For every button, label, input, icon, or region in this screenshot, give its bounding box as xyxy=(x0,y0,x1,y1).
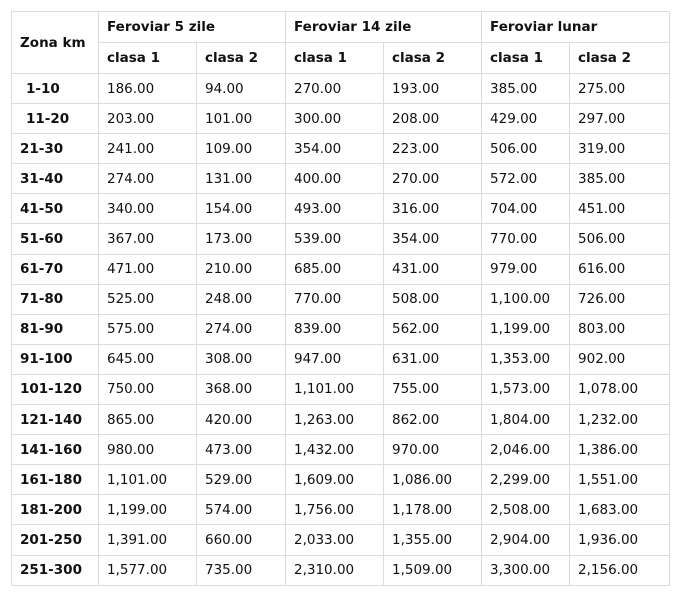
zone-cell: 61-70 xyxy=(12,254,99,284)
table-row xyxy=(12,74,670,104)
price-cell: 275.00 xyxy=(570,74,670,104)
price-cell: 1,101.00 xyxy=(99,465,197,495)
group-header-14-days: Feroviar 14 zile xyxy=(286,12,482,43)
price-cell: 270.00 xyxy=(286,74,384,104)
price-cell: 1,199.00 xyxy=(482,314,570,344)
zone-cell: 1-10 xyxy=(12,74,99,104)
price-cell: 979.00 xyxy=(482,254,570,284)
zone-cell: 21-30 xyxy=(12,134,99,164)
fare-table xyxy=(11,11,670,586)
price-cell: 340.00 xyxy=(99,194,197,224)
price-cell: 1,232.00 xyxy=(570,405,670,435)
price-cell: 902.00 xyxy=(570,344,670,374)
price-cell: 660.00 xyxy=(197,525,286,555)
price-cell: 203.00 xyxy=(99,104,197,134)
price-cell: 316.00 xyxy=(384,194,482,224)
price-cell: 208.00 xyxy=(384,104,482,134)
price-cell: 1,078.00 xyxy=(570,374,670,404)
table-row xyxy=(12,344,670,374)
table-row xyxy=(12,284,670,314)
price-cell: 354.00 xyxy=(286,134,384,164)
price-cell: 1,391.00 xyxy=(99,525,197,555)
price-cell: 1,386.00 xyxy=(570,435,670,465)
table-row xyxy=(12,194,670,224)
price-cell: 862.00 xyxy=(384,405,482,435)
price-cell: 1,683.00 xyxy=(570,495,670,525)
zone-header: Zona km xyxy=(12,12,99,74)
price-cell: 1,199.00 xyxy=(99,495,197,525)
price-cell: 2,508.00 xyxy=(482,495,570,525)
price-cell: 572.00 xyxy=(482,164,570,194)
price-cell: 1,573.00 xyxy=(482,374,570,404)
price-cell: 2,046.00 xyxy=(482,435,570,465)
price-cell: 1,355.00 xyxy=(384,525,482,555)
zone-cell: 41-50 xyxy=(12,194,99,224)
price-cell: 770.00 xyxy=(482,224,570,254)
zone-cell: 31-40 xyxy=(12,164,99,194)
price-cell: 980.00 xyxy=(99,435,197,465)
price-cell: 308.00 xyxy=(197,344,286,374)
price-cell: 101.00 xyxy=(197,104,286,134)
price-cell: 562.00 xyxy=(384,314,482,344)
price-cell: 947.00 xyxy=(286,344,384,374)
class-header: clasa 2 xyxy=(197,43,286,74)
table-row xyxy=(12,224,670,254)
price-cell: 750.00 xyxy=(99,374,197,404)
price-cell: 385.00 xyxy=(570,164,670,194)
table-row xyxy=(12,555,670,585)
price-cell: 431.00 xyxy=(384,254,482,284)
price-cell: 154.00 xyxy=(197,194,286,224)
price-cell: 94.00 xyxy=(197,74,286,104)
table-header xyxy=(12,12,670,74)
group-header-monthly: Feroviar lunar xyxy=(482,12,670,43)
class-header: clasa 1 xyxy=(482,43,570,74)
price-cell: 726.00 xyxy=(570,284,670,314)
price-cell: 1,178.00 xyxy=(384,495,482,525)
price-cell: 685.00 xyxy=(286,254,384,284)
price-cell: 1,609.00 xyxy=(286,465,384,495)
price-cell: 1,509.00 xyxy=(384,555,482,585)
header-row-groups xyxy=(12,12,670,43)
table-row xyxy=(12,314,670,344)
zone-cell: 51-60 xyxy=(12,224,99,254)
price-cell: 319.00 xyxy=(570,134,670,164)
price-cell: 473.00 xyxy=(197,435,286,465)
table-row xyxy=(12,525,670,555)
price-cell: 1,577.00 xyxy=(99,555,197,585)
price-cell: 704.00 xyxy=(482,194,570,224)
price-cell: 354.00 xyxy=(384,224,482,254)
price-cell: 574.00 xyxy=(197,495,286,525)
price-cell: 1,353.00 xyxy=(482,344,570,374)
table-body xyxy=(12,74,670,586)
header-row-classes xyxy=(12,43,670,74)
price-cell: 451.00 xyxy=(570,194,670,224)
price-cell: 420.00 xyxy=(197,405,286,435)
zone-cell: 251-300 xyxy=(12,555,99,585)
price-cell: 248.00 xyxy=(197,284,286,314)
price-cell: 400.00 xyxy=(286,164,384,194)
price-cell: 2,299.00 xyxy=(482,465,570,495)
table-row xyxy=(12,374,670,404)
price-cell: 631.00 xyxy=(384,344,482,374)
price-cell: 1,432.00 xyxy=(286,435,384,465)
price-cell: 508.00 xyxy=(384,284,482,314)
price-cell: 274.00 xyxy=(99,164,197,194)
table-row xyxy=(12,164,670,194)
group-header-5-days: Feroviar 5 zile xyxy=(99,12,286,43)
price-cell: 300.00 xyxy=(286,104,384,134)
zone-cell: 11-20 xyxy=(12,104,99,134)
price-cell: 1,086.00 xyxy=(384,465,482,495)
zone-cell: 121-140 xyxy=(12,405,99,435)
class-header: clasa 1 xyxy=(99,43,197,74)
price-cell: 2,904.00 xyxy=(482,525,570,555)
price-cell: 274.00 xyxy=(197,314,286,344)
price-cell: 539.00 xyxy=(286,224,384,254)
price-cell: 2,156.00 xyxy=(570,555,670,585)
price-cell: 270.00 xyxy=(384,164,482,194)
price-cell: 645.00 xyxy=(99,344,197,374)
zone-cell: 141-160 xyxy=(12,435,99,465)
price-cell: 616.00 xyxy=(570,254,670,284)
price-cell: 131.00 xyxy=(197,164,286,194)
table-row xyxy=(12,134,670,164)
zone-cell: 161-180 xyxy=(12,465,99,495)
zone-cell: 201-250 xyxy=(12,525,99,555)
price-cell: 525.00 xyxy=(99,284,197,314)
table-row xyxy=(12,465,670,495)
class-header: clasa 2 xyxy=(570,43,670,74)
zone-cell: 91-100 xyxy=(12,344,99,374)
price-cell: 471.00 xyxy=(99,254,197,284)
zone-cell: 81-90 xyxy=(12,314,99,344)
zone-cell: 71-80 xyxy=(12,284,99,314)
price-cell: 429.00 xyxy=(482,104,570,134)
price-cell: 770.00 xyxy=(286,284,384,314)
price-cell: 506.00 xyxy=(570,224,670,254)
price-cell: 839.00 xyxy=(286,314,384,344)
price-cell: 223.00 xyxy=(384,134,482,164)
price-cell: 3,300.00 xyxy=(482,555,570,585)
price-cell: 1,804.00 xyxy=(482,405,570,435)
price-cell: 210.00 xyxy=(197,254,286,284)
price-cell: 755.00 xyxy=(384,374,482,404)
table-row xyxy=(12,254,670,284)
class-header: clasa 2 xyxy=(384,43,482,74)
price-cell: 2,033.00 xyxy=(286,525,384,555)
price-cell: 109.00 xyxy=(197,134,286,164)
price-cell: 368.00 xyxy=(197,374,286,404)
price-cell: 506.00 xyxy=(482,134,570,164)
class-header: clasa 1 xyxy=(286,43,384,74)
zone-cell: 101-120 xyxy=(12,374,99,404)
price-cell: 1,263.00 xyxy=(286,405,384,435)
zone-cell: 181-200 xyxy=(12,495,99,525)
price-cell: 865.00 xyxy=(99,405,197,435)
price-cell: 735.00 xyxy=(197,555,286,585)
price-cell: 173.00 xyxy=(197,224,286,254)
table-row xyxy=(12,104,670,134)
table-row xyxy=(12,405,670,435)
price-cell: 1,936.00 xyxy=(570,525,670,555)
price-cell: 1,756.00 xyxy=(286,495,384,525)
table-row xyxy=(12,495,670,525)
price-cell: 1,101.00 xyxy=(286,374,384,404)
price-cell: 367.00 xyxy=(99,224,197,254)
price-cell: 297.00 xyxy=(570,104,670,134)
price-cell: 2,310.00 xyxy=(286,555,384,585)
table-row xyxy=(12,435,670,465)
price-cell: 241.00 xyxy=(99,134,197,164)
price-cell: 1,100.00 xyxy=(482,284,570,314)
price-cell: 529.00 xyxy=(197,465,286,495)
price-cell: 1,551.00 xyxy=(570,465,670,495)
price-cell: 575.00 xyxy=(99,314,197,344)
price-cell: 193.00 xyxy=(384,74,482,104)
price-cell: 385.00 xyxy=(482,74,570,104)
price-cell: 493.00 xyxy=(286,194,384,224)
price-cell: 970.00 xyxy=(384,435,482,465)
price-cell: 803.00 xyxy=(570,314,670,344)
price-cell: 186.00 xyxy=(99,74,197,104)
